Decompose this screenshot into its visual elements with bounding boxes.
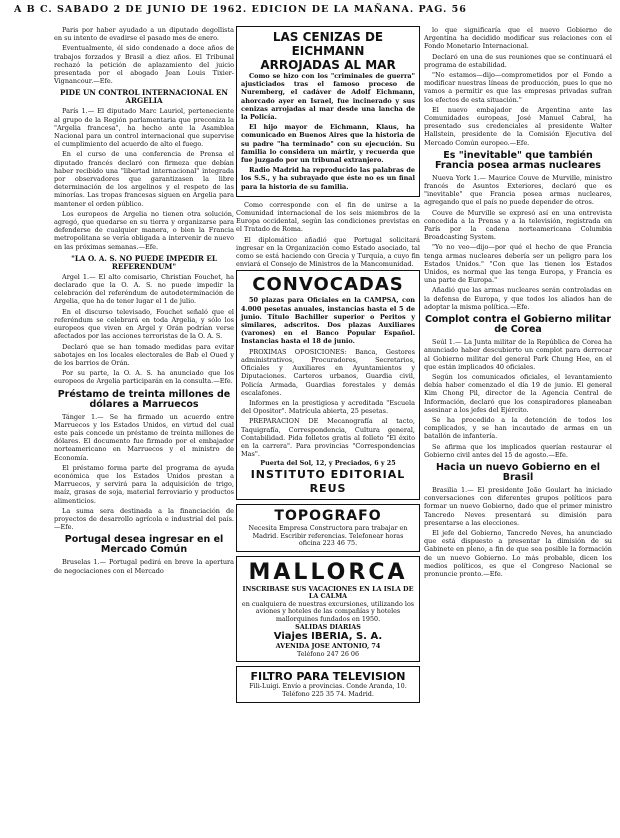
mallorca-dates: SALIDAS DIARIAS [295, 622, 361, 631]
article-paragraph: Los europeos de Argelia no tienen otra solución, agregó, que quedarse en su tierra y organizarse para defenderse de cualquier manera, o bien la Francia metropolitana se vería obligada a intervenir de nuevo en las próximas semanas.—Efe. [54, 209, 234, 251]
article-paragraph: Declaró en una de sus reuniones que se continuará el programa de estabilidad. [424, 52, 612, 69]
article-paragraph: Argel 1.— El alto comisario, Christian Fouchet, ha declarado que la O. A. S. no puede impedir la celebración del referéndum de autodeterminación de Argelia, que ha de tener lugar el 1 de julio. [54, 272, 234, 306]
page-header: A B C. SABADO 2 DE JUNIO DE 1962. EDICION DE LA MAÑANA. PAG. 56 [14, 4, 467, 15]
article-paragraph: Bruselas 1.— Portugal pedirá en breve la apertura de negociaciones con el Mercado [54, 558, 234, 575]
article-paragraph: El jefe del Gobierno, Tancredo Neves, ha anunciado que está dispuesto a presentar la dimisión de su Gabinete en pleno, a fin de que sea posible la formación de un nuevo Gobierno. Lo más probable, dicen los medios políticos, es que el Congreso Nacional se pronuncie pronto.—Efe. [424, 528, 612, 578]
eichmann-box [236, 26, 420, 197]
convocadas-title: CONVOCADAS [252, 274, 404, 296]
filtro-ad [236, 666, 420, 702]
institute-name: INSTITUTO EDITORIAL REUS [250, 467, 406, 495]
mallorca-address: AVENIDA JOSE ANTONIO, 74 [275, 642, 381, 651]
ad-paragraph: PROXIMAS OPOSICIONES: Banca, Gestores administrativos, Procuradores, Secretarios, Oficiales y Auxiliares en Ayuntamientos y Diputaciones. Carteros urbanos, Guardia civil, Policía Armada, Guardias forestales y demás escalafones. [241, 347, 415, 397]
article-paragraph: Paris por haber ayudado a un diputado degollista en su intento de evadirse el pasado mes de enero. [54, 26, 234, 43]
filtro-title: FILTRO PARA TELEVISION [250, 670, 406, 684]
column-middle [236, 26, 420, 834]
article-headline: Hacia un nuevo Gobierno en el Brasil [435, 461, 601, 483]
article-paragraph: Se ha procedido a la detención de todos los complicados, y se han incautado de armas en un batallón de infantería. [424, 415, 612, 441]
article-paragraph: Seúl 1.— La Junta militar de la República de Corea ha anunciado haber descubierto un complot para derrocar al Gobierno militar del general Park Chung Hee, en el que están implicados 40 oficiales. [424, 338, 612, 371]
article-paragraph: lo que significaría que el nuevo Gobierno de Argentina ha decidido modificar sus relaciones con el Fondo Monetario Internacional. [424, 26, 612, 51]
article-paragraph: Radio Madrid ha reproducido las palabras de los S.S., y ha subrayado que éste no es un final para la historia de su familia. [241, 166, 415, 191]
article-paragraph: La suma sera destinada a la financiación de proyectos de desarrollo agrícola e industrial del país.—Efe. [54, 506, 234, 532]
article-paragraph: El nuevo embajador de Argentina ante las Comunidades europeas, José Manuel Cabral, ha presentado sus credenciales al presidente Walter Hallstein, presidente de la Comisión Ejecutiva del Mercado Común europeo.—Efe. [424, 105, 612, 147]
mallorca-agency: Viajes IBERIA, S. A. [273, 631, 383, 643]
ad-address: Puerta del Sol, 12, y Preciados, 6 y 25 [260, 459, 396, 468]
article-paragraph: Tánger 1.— Se ha firmado un acuerdo entre Marruecos y los Estados Unidos, en virtud del cual este país concede un préstamo de treinta millones de dólares. El documento fue firmado por el embajador norteamericano en Marruecos y el ministro de Economía. [54, 412, 234, 462]
article-headline: "LA O. A. S. NO PUEDE IMPEDIR EL REFERENDUM" [71, 253, 217, 271]
article-paragraph: Como se hizo con los "criminales de guerra" ajusticiados tras el famoso proceso de Nuremberg, el cadáver de Adolf Eichmann, ahorcado ayer en Israel, fue incinerado y sus cenizas arrojadas al mar desde una lancha de la Policía. [241, 72, 415, 122]
filtro-text: Fili-Luigi. Envío a provincias. Conde Aranda, 10. Teléfono 225 35 74. Madrid. [249, 682, 407, 699]
article-headline: Es "inevitable" que también Francia posea armas nucleares [435, 149, 601, 171]
ad-paragraph: Informes en la prestigiosa y acreditada "Escuela del Opositor". Matrícula abierta, 25 pesetas. [241, 398, 415, 416]
mallorca-title: MALLORCA [248, 559, 408, 585]
article-headline: Complot contra el Gobierno militar de Corea [424, 314, 612, 336]
article-paragraph: Según los comunicados oficiales, el levantamiento debía haber comenzado el día 19 de junio. El general Kim Chong Pil, director de la Agencia Central de Información, declaró que los conspiradores planeaban asesinar a los jefes del Ejército. [424, 372, 612, 414]
article-paragraph: Declaró que se han tomado medidas para evitar sabotajes en los locales electorales de Bab el Oued y de los barrios de Orán. [54, 342, 234, 367]
article-paragraph: Como corresponde con el fin de unirse a la Comunidad internacional de los seis miembros de la Europa occidental, según las condiciones previstas en el Tratado de Roma. [236, 200, 420, 234]
topografo-ad [236, 504, 420, 552]
article-paragraph: Eventualmente, él sido condenado a doce años de trabajos forzados y Brasil a diez años. El Tribunal rechazó la petición de aplazamiento del juicio presentada por el abogado Jean Louis Tixier-Vignancour.—Efe. [54, 44, 234, 86]
topografo-title: TOPOGRAFO [274, 507, 382, 524]
article-paragraph: Nueva York 1.— Maurice Couve de Murville, ministro francés de Asuntos Exteriores, declaró que es "inevitable" que Francia posea armas nucleares, agregando que el país no puede depender de otros. [424, 173, 612, 207]
article-paragraph: París 1.— El diputado Marc Lauriol, perteneciente al grupo de la Región parlamentaria que preconiza la "Argelia francesa", ha hecho ante la Asamblea Nacional para un control internacional que supervise el cumplimiento del acuerdo de alto el fuego. [54, 107, 234, 149]
article-paragraph: El diplomático añadió que Portugal solicitará ingresar en la Organización como Estado asociado, tal como se está haciendo con Grecia y Turquía, a cuyo fin enviará el Consejo de Ministros de la Mancomunidad. [236, 235, 420, 269]
convocadas-ad [236, 270, 420, 499]
article-headline: Portugal desea ingresar en el Mercado Común [64, 534, 224, 556]
column-right [424, 26, 612, 834]
article-paragraph: Couve de Murville se expresó así en una entrevista concedida a la Prensa y a la televisión, registrada en París por la cadena norteamericana Columbia Broadcasting System. [424, 208, 612, 242]
ad-paragraph: 50 plazas para Oficiales en la CAMPSA, con 4.000 pesetas anuales, instancias hasta el 5 de junio. Título Bachiller superior o Peritos y similares, adscritos. Dos plazas Auxiliares (varones) en el Banco Popular Español. Instancias hasta el 18 de junio. [241, 296, 415, 346]
article-paragraph: "No estamos—dijo—comprometidos por el Fondo a modificar nuestras líneas de producción, pues lo que no vamos a permitir es que las empresas privadas sufran los efectos de esta situación." [424, 71, 612, 104]
article-headline: Préstamo de treinta millones de dólares a Marruecos [57, 388, 231, 410]
article-paragraph: El préstamo forma parte del programa de ayuda económica que los Estados Unidos prestan a Marruecos, y servirá para la adquisición de trigo, maíz, grasas de soja, material ferroviario y productos alimenticios. [54, 463, 234, 505]
article-headline: PIDE UN CONTROL INTERNACIONAL EN ARGELIA [60, 88, 228, 106]
column-left [54, 26, 234, 834]
article-paragraph: El hijo mayor de Eichmann, Klaus, ha comunicado en Buenos Aires que la historia de su padre "ha terminado" con su ejecución. Su familia lo considera un mártir, y recuerda que fue juzgado por un tribunal extranjero. [241, 123, 415, 165]
ad-paragraph: PREPARACION DE Mecanografía al tacto, Taquigrafía, Correspondencia, Cultura general, Contabilidad. Pida folletos gratis al folleto "El éxito en la carrera". Para provincias "Correspondencias Mas". [241, 417, 415, 459]
article-paragraph: Se afirma que los implicados querían restaurar el Gobierno civil antes del 15 de agosto.—Efe. [424, 442, 612, 459]
mallorca-ad [236, 556, 420, 663]
topografo-text: Necesita Empresa Constructora para trabajar en Madrid. Escribir referencias. Telefonear horas oficina 223 46 75. [248, 523, 408, 548]
article-paragraph: Por su parte, la O. A. S. ha anunciado que los europeos de Argelia participarán en la consulta.—Efe. [54, 369, 234, 386]
mallorca-phone: Teléfono 247 26 06 [296, 649, 360, 658]
mallorca-text: en cualquiera de nuestras excursiones, utilizando los aviones y hoteles de las compañías y hoteles mallorquines fundados en 1950. [241, 599, 415, 624]
eichmann-subheadline: ARROJADAS AL MAR [260, 58, 396, 72]
article-paragraph: "Yo no veo—dijo—por qué el hecho de que Francia tenga armas nucleares debería ser un peligro para los Estados Unidos." "Con que las tienen los Estados Unidos, es normal que las tenga Europa, y Francia es una parte de Europa." [424, 243, 612, 285]
article-paragraph: En el discurso televisado, Fouchet señaló que el referéndum se celebrará en toda Argelia, y sólo los europeos que viven en Argel y Orán podrían verse afectados por las acciones terroristas de la O. A. S. [54, 307, 234, 341]
mallorca-subtitle: INSCRIBASE SUS VACACIONES EN LA ISLA DE LA CALMA [242, 584, 414, 601]
article-paragraph: Brasilia 1.— El presidente João Goulart ha iniciado conversaciones con diferentes grupos políticos para formar un nuevo Gobierno, dado que el primer ministro Tancredo Neves presentará su dimisión para presentarse a las elecciones. [424, 485, 612, 527]
article-paragraph: En el curso de una conferencia de Prensa el diputado francés declaró con firmeza que debían haber recibido una "libertad internacional" integrada por observadores que garantizasen la libre determinación de los argelinos y el respeto de las minorías. Las tropas francesas siguen en Argelia para mantener el orden público. [54, 150, 234, 208]
article-paragraph: Añadió que las armas nucleares serán controladas en la defensa de Europa, y que todos los aliados han de adoptar la misma política.—Efe. [424, 286, 612, 311]
eichmann-headline: LAS CENIZAS DE EICHMANN [272, 30, 384, 58]
